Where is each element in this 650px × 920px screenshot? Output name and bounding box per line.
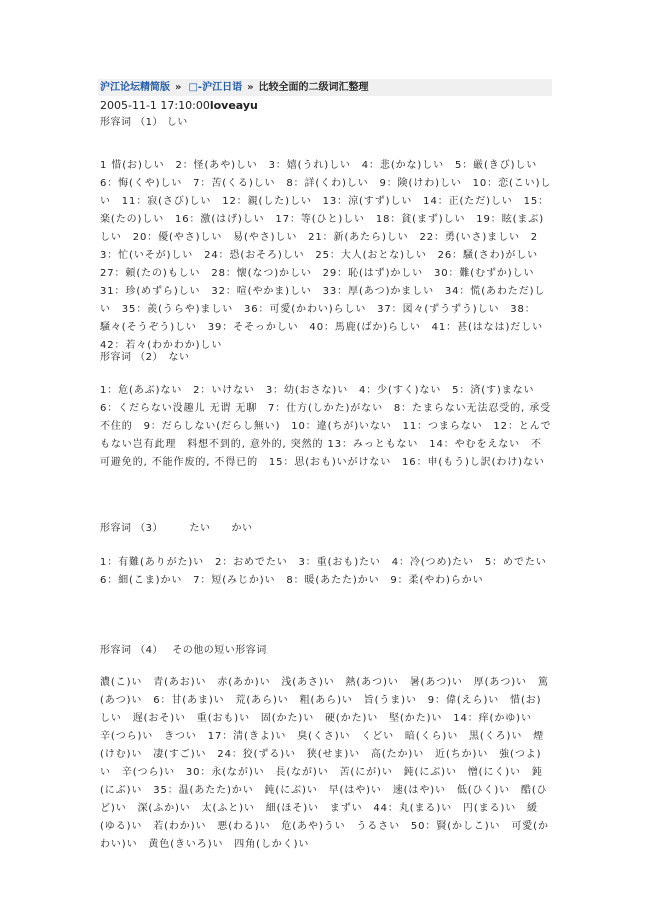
section-1-heading: 形容词 （1） しい bbox=[100, 117, 188, 128]
post-timestamp: 2005-11-1 17:10:00 bbox=[100, 99, 210, 112]
post-meta bbox=[100, 99, 258, 113]
section-1-body: 1 惜(お)しい 2：怪(あや)しい 3：嬉(うれ)しい 4：悲(かな)しい 5：厳(きび)しい 6：悔(くや)しい 7：苦(くる)しい 8：詳(くわ)しい 9：険(けわ)しい 10：恋(こい)しい 11：寂(さび)しい 12：親(した)しい 13：涼(すず)しい 14：正(ただ)しい 15：楽(たの)しい 16：激(はげ)しい 17：等(ひと)しい 18：貧(まず)しい 19：眩(まぶ)しい 20：優(やさ)しい 易(やさ)しい 21：新(あたら)しい 22：勇(いさ)ましい 23：忙(いそが)しい 24：恐(おそろ)しい 25：大人(おとな)しい 26：騒(さわ)がしい 27：頼(たの)もしい 28：懐(なつ)かしい 29：恥(はず)かしい 30：難(むずか)しい 31：珍(めずら)しい 32：喧(やかま)しい 33：厚(あつ)かましい 34：慌(あわただ)しい 35：羨(うらや)ましい 36：可愛(かわい)らしい 37：図々(ずうずう)しい 38：騒々(そうぞう)しい 39：そそっかしい 40：馬鹿(ばか)らしい 41：甚(はなは)だしい 42：若々(わかわか)しい bbox=[100, 160, 554, 351]
section-2-body: 1：危(あぶ)ない 2：いけない 3：幼(おさな)い 4：少(すく)ない 5：済(す)まない 6：くだらない没趣儿 无谓 无聊 7：仕方(しかた)がない 8：たまらない无法忍受的, 承受不住的 9：だらしない(だらし無い) 10：違(ちが)いない 11：つまらない 12：とんでもない岂有此理 料想不到的, 意外的, 突然的 13：みっともない 14：やむをえない 不可避免的, 不能作废的, 不得已的 15：思(おも)いがけない 16：申(もう)し訳(わけ)ない bbox=[100, 385, 552, 468]
section-4-body: 濃(こ)い 青(あお)い 赤(あか)い 浅(あさ)い 熱(あつ)い 暑(あつ)い 厚(あつ)い 篤(あつ)い 6：甘(あま)い 荒(あら)い 粗(あら)い 旨(うま)い 9：偉(えら)い 惜(お)しい 遅(おそ)い 重(おも)い 固(かた)い 硬(かた)い 堅(かた)い 14：痒(かゆ)い 辛(つら)い きつい 17：清(きよ)い 臭(くさ)い くどい 暗(くら)い 黒(くろ)い 煙(けむ)い 凄(すご)い 24：狡(ずる)い 狭(せま)い 高(たか)い 近(ちか)い 強(つよ)い 辛(つら)い 30：永(なが)い 長(なが)い 苦(にが)い 鈍(にぶ)い 憎(にく)い 鈍(にぶ)い 35：温(あたた)かい 鈍(にぶ)い 早(はや)い 速(はや)い 低(ひく)い 酷(ひど)い 深(ふか)い 太(ふと)い 細(ほそ)い まずい 44：丸(まる)い 円(まる)い 緩(ゆる)い 若(わか)い 悪(わる)い 危(あや)うい うるさい 50：賢(かしこ)い 可愛(かわい)い 黄色(きいろ)い 四角(しかく)い bbox=[100, 677, 549, 850]
section-3-heading: 形容词 （3） たい かい bbox=[100, 523, 253, 534]
breadcrumb bbox=[98, 79, 552, 96]
breadcrumb-separator: » bbox=[175, 82, 182, 93]
section-3-body: 1：有難(ありがた)い 2：おめでたい 3：重(おも)たい 4：冷(つめ)たい 5：めでたい 6：細(こま)かい 7：短(みじか)い 8：暖(あたた)かい 9：柔(やわ)らかい bbox=[100, 557, 558, 586]
breadcrumb-current-title: 比较全面的二级词汇整理 bbox=[258, 82, 369, 93]
section-2-heading: 形容词 （2） ない bbox=[100, 352, 190, 363]
post-author: loveayu bbox=[209, 99, 258, 112]
section-4-heading: 形容词 （4） その他の短い形容词 bbox=[100, 645, 267, 656]
breadcrumb-forum-link[interactable]: 沪江论坛精简版 bbox=[100, 82, 170, 93]
breadcrumb-separator: » bbox=[247, 82, 254, 93]
breadcrumb-board-link[interactable]: □-沪江日语 bbox=[188, 82, 243, 93]
